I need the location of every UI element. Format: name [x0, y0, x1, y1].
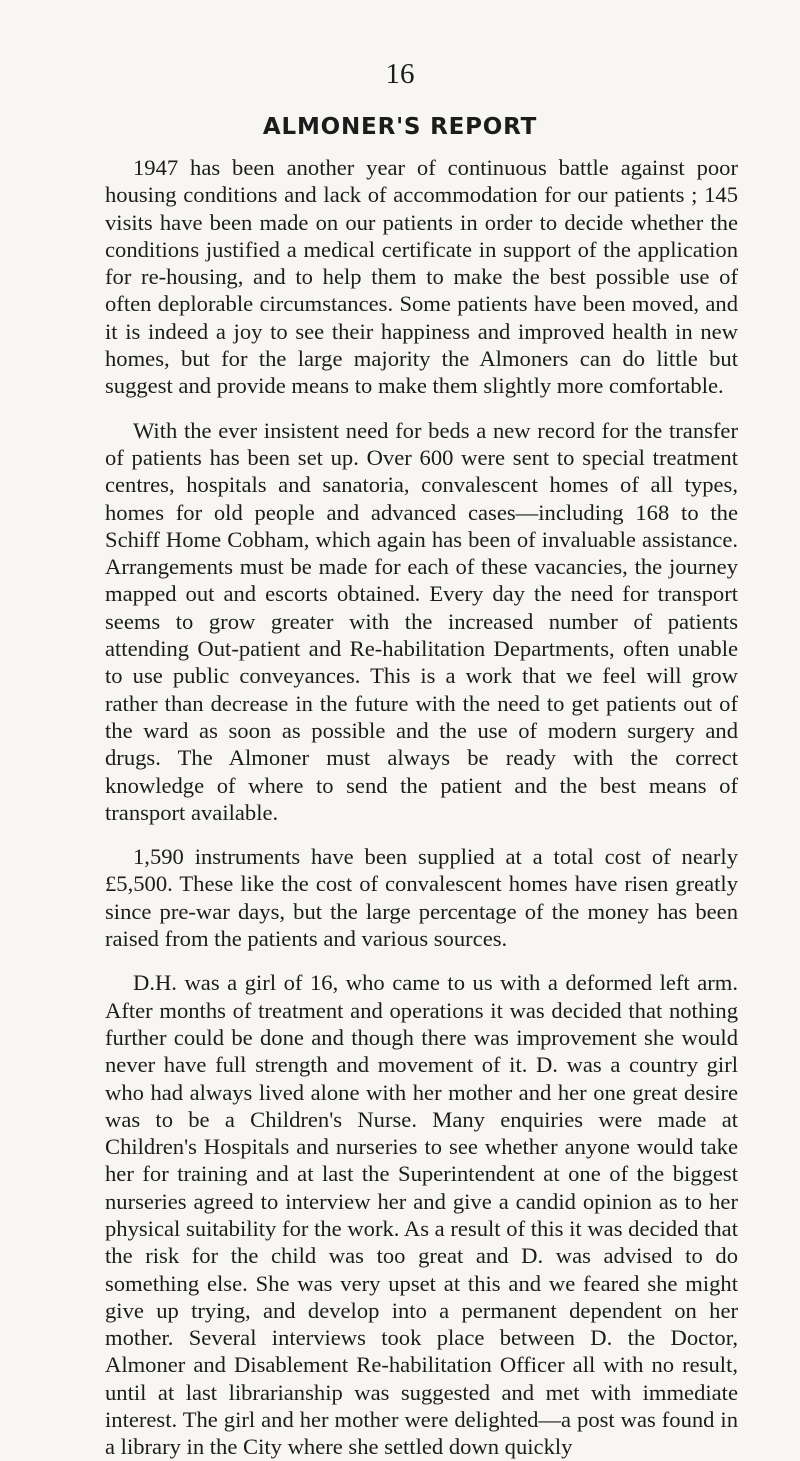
- page-number: 16: [385, 58, 415, 90]
- report-body: [105, 154, 738, 1461]
- report-heading: ALMONER'S REPORT: [262, 114, 538, 140]
- paragraph-housing: 1947 has been another year of continuous battle against poor housing conditions and lack of accommodation for our patients ; 145 visits have been made on our patients in order to decide whether the conditions justified a medical certificate in support of the application for re-housing, and to help them to make the best possible use of often deplorable circumstances. Some patients have been moved, and it is indeed a joy to see their happiness and improved health in new homes, but for the large majority the Almoners can do little but suggest and provide means to make them slightly more comfortable.: [105, 155, 738, 399]
- paragraph-case-study: D.H. was a girl of 16, who came to us with a deformed left arm. After months of treatment and operations it was decided that nothing further could be done and though there was improvement she would never have full strength and movement of it. D. was a country girl who had always lived alone with her mother and her one great desire was to be a Children's Nurse. Many enquiries were made at Children's Hospitals and nurseries to see whether anyone would take her for training and at last the Superintendent at one of the biggest nurseries agreed to interview her and give a candid opinion as to her physical suitability for the work. As a result of this it was decided that the risk for the child was too great and D. was advised to do something else. She was very upset at this and we feared she might give up trying, and develop into a permanent dependent on her mother. Several interviews took place between D. the Doctor, Almoner and Disablement Re-habilitation Officer all with no result, until at last librarianship was suggested and met with immediate interest. The girl and her mother were delighted—a post was found in a library in the City where she settled down quickly: [105, 970, 738, 1460]
- paragraph-instruments: 1,590 instruments have been supplied at a total cost of nearly £5,500. These like the cost of convalescent homes have risen greatly since pre-war days, but the large percentage of the money has been raised from the patients and various sources.: [105, 844, 738, 952]
- paragraph-transfers: With the ever insistent need for beds a new record for the transfer of patients has been set up. Over 600 were sent to special treatment centres, hospitals and sanatoria, convalescent homes of all types, homes for old people and advanced cases—including 168 to the Schiff Home Cobham, which again has been of invaluable assistance. Arrangements must be made for each of these vacancies, the journey mapped out and escorts obtained. Every day the need for transport seems to grow greater with the increased number of patients attending Out-patient and Re-habilitation Departments, often unable to use public conveyances. This is a work that we feel will grow rather than decrease in the future with the need to get patients out of the ward as soon as possible and the use of modern surgery and drugs. The Almoner must always be ready with the correct knowledge of where to send the patient and the best means of transport available.: [105, 417, 738, 825]
